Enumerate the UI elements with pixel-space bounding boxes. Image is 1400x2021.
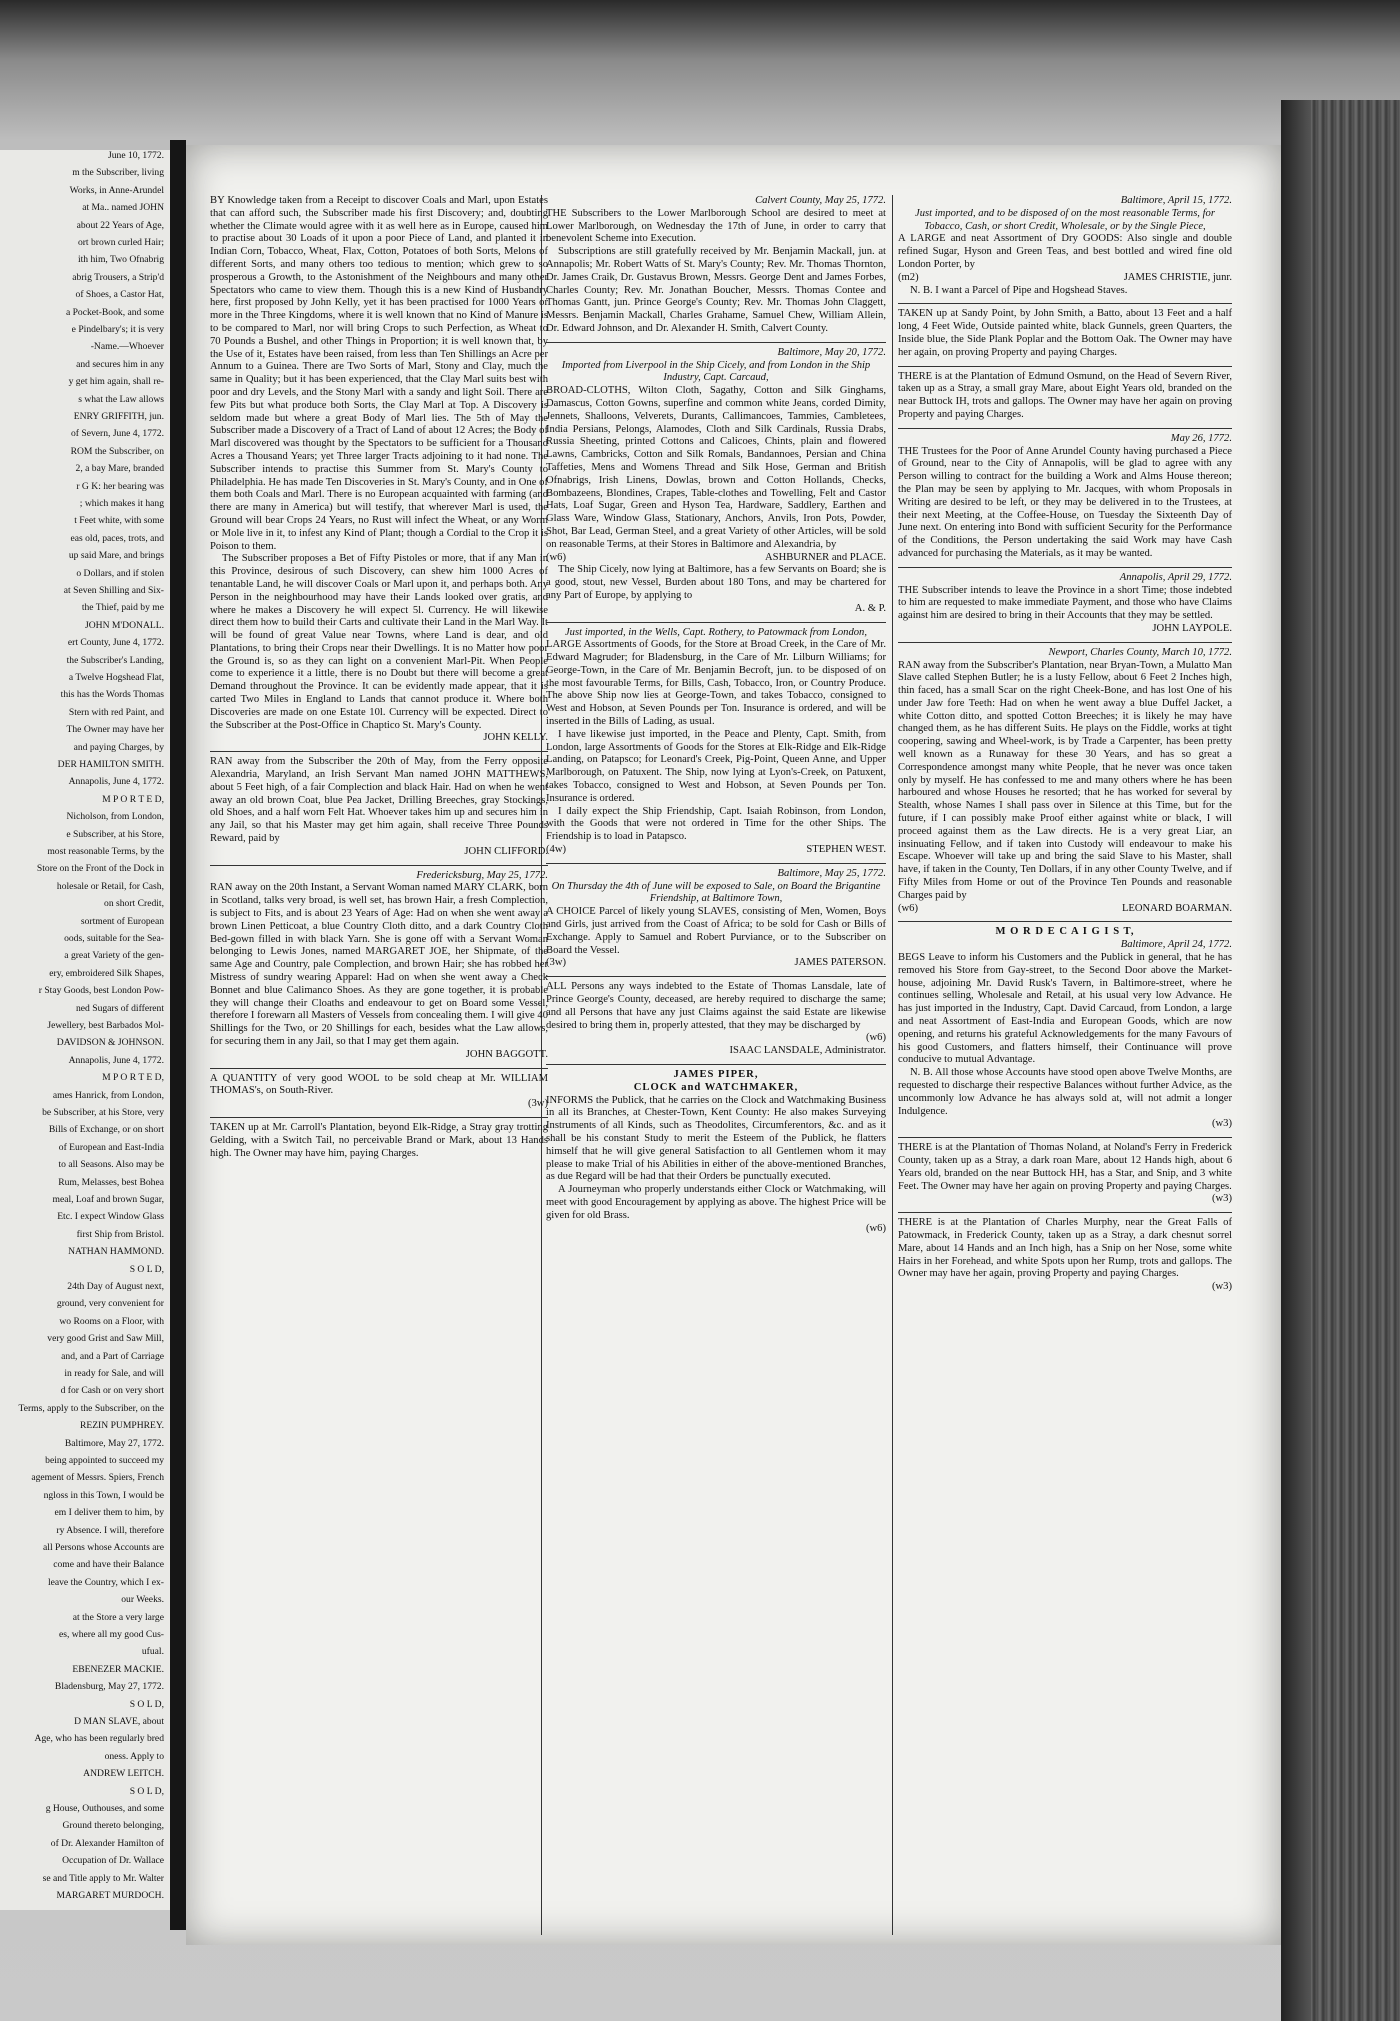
column-1 <box>210 195 548 1935</box>
ad-signature: JAMES CHRISTIE, junr. <box>1123 271 1232 283</box>
left-page-line: S O L D, <box>129 1698 164 1710</box>
left-page-line: r G K: her bearing was <box>76 480 164 492</box>
left-page-line: JOHN M'DONALL. <box>84 619 164 631</box>
left-page-line: Terms, apply to the Subscriber, on the <box>18 1402 164 1414</box>
left-page-line: of Dr. Alexander Hamilton of <box>50 1837 164 1849</box>
ad-stray-batto <box>898 308 1232 359</box>
ad-subheading: CLOCK and WATCHMAKER, <box>633 1081 799 1093</box>
ad-text: TAKEN up at Mr. Carroll's Plantation, beyond Elk-Ridge, a Stray gray trotting Gelding, with a Switch Tail, no perceivable Brand or Mark, about 13 Hands high. The Owner may have him, paying Charges. <box>210 1121 548 1159</box>
left-page-line: o Dollars, and if stolen <box>76 567 164 579</box>
ad-text: A CHOICE Parcel of likely young SLAVES, consisting of Men, Women, Boys and Girls, just arrived from the Coast of Africa; to be sold for Cash or Bills of Exchange. Apply to Samuel and Robert Purviance, or to the Subscriber on Board the Vessel. <box>546 906 886 956</box>
ad-text: THERE is at the Plantation of Thomas Noland, at Noland's Ferry in Frederick County, taken up as a Stray, a dark roan Mare, about 12 Hands high, about 6 Years old, branded on the near Buttock HH, has a Star, and Snip, and 3 white Feet. The Owner may have her again on proving Property and paying Charges. <box>898 1142 1232 1192</box>
ad-code: (w3) <box>1211 1193 1232 1205</box>
ad-separator <box>210 1068 548 1069</box>
ad-dateline: Fredericksburg, May 25, 1772. <box>416 869 548 881</box>
left-page-line: on short Credit, <box>104 898 164 910</box>
ad-text: THE Subscriber intends to leave the Province in a short Time; those indebted to him are requested to make immediate Payment, and those who have Claims against him are desired to bring in their Accounts that they may be settled. <box>898 584 1232 622</box>
left-page-line: to all Seasons. Also may be <box>58 1159 164 1171</box>
ad-signature: ASHBURNER and PLACE. <box>765 551 886 563</box>
left-page-line: ery, embroidered Silk Shapes, <box>49 967 164 979</box>
left-page-line: leave the Country, which I ex- <box>47 1576 164 1588</box>
left-page-line: ort brown curled Hair; <box>77 237 164 248</box>
ad-text: RAN away from the Subscriber's Plantation, near Bryan-Town, a Mulatto Man Slave called Stephen Butler; he is a lusty Fellow, about 6 Feet 2 Inches high, thin faced, has a small Scar on the right Cheek-Bone, and has lost One of his under Jaw fore Teeth: Had on when he went away a blue Duffel Jacket, a white Cotton ditto, and spotted Cotton Breeches; it is likely he may have changed them, as he has different Suits. He plays on the Fiddle, works at tight coopering, sawing and Wheel-work, is by Trade a Carpenter, has been pretty well known as a Runaway for these 30 Years, and has so great a Correspondence amongst many white People, that he never was once taken only by myself. He has confessed to me and many others where he has been harboured and whose Houses he resorted; that he has worked for several by Stealth, whose Names I shall pass over in Silence at this Time, but for the future, if I can possibly make Proof either against white or black, I will proceed against them as the Law directs. He is a very great Liar, an insinuating Fellow, and if taken into Custody will endeavour to make his Escape. Whoever will take up and bring the said Slave to his Master, shall have, if taken in the County, Ten Dollars, if in any other County Twelve, and if Fifty Miles from Home or out of the Province Ten Pounds and reasonable Charges paid by <box>898 659 1232 901</box>
column-2 <box>546 195 886 1935</box>
left-page-line: a Twelve Hogshead Flat, <box>68 672 164 683</box>
left-page-line: at Ma.. named JOHN <box>82 202 164 214</box>
ad-dateline: Annapolis, April 29, 1772. <box>1119 571 1232 583</box>
ad-signature: STEPHEN WEST. <box>806 844 886 856</box>
left-page-line: oness. Apply to <box>104 1750 164 1762</box>
ad-code: (w6) <box>546 551 567 563</box>
column-3 <box>898 195 1232 1935</box>
ad-separator <box>898 1137 1232 1138</box>
ad-text: TAKEN up at Sandy Point, by John Smith, a Batto, about 13 Feet and a half long, 4 Feet Wide, Outside painted white, black Gunnels, green Quarters, the Inside blue, the Side Plank Poplar and the Bottom Oak. The Owner may have her again, on proving Property and paying Charges. <box>898 308 1232 358</box>
left-page-line: most reasonable Terms, by the <box>47 846 164 857</box>
left-page-line: r Stay Goods, best London Pow- <box>38 985 164 997</box>
ad-heading: Just imported, and to be disposed of on the most reasonable Terms, for Tobacco, Cash, or short Credit, Wholesale, or by the Single Piece, <box>915 207 1215 232</box>
ad-dateline: Baltimore, April 24, 1772. <box>1120 939 1232 951</box>
left-page-line: at the Store a very large <box>72 1611 164 1623</box>
left-page-line: DAVIDSON & JOHNSON. <box>56 1037 164 1049</box>
ad-stray-noland <box>898 1142 1232 1206</box>
left-page-line: Bills of Exchange, or on short <box>48 1124 164 1136</box>
ad-text: N. B. All those whose Accounts have stood open above Twelve Months, are requested to discharge their respective Balances without further Advice, as the uncommonly low Advance he has always sold at, will not admit a longer Indulgence. <box>898 1067 1232 1117</box>
ad-heading: JAMES PIPER, <box>673 1069 759 1080</box>
ad-separator <box>210 1117 548 1118</box>
ad-christie <box>898 195 1232 297</box>
ad-signature: JOHN BAGGOTT. <box>465 1048 548 1060</box>
ad-stray-murphy <box>898 1217 1232 1294</box>
column-rule <box>892 195 893 1935</box>
left-page-line: meal, Loaf and brown Sugar, <box>52 1194 164 1205</box>
left-page-line: ROM the Subscriber, on <box>70 445 164 457</box>
left-page-line: M P O R T E D, <box>102 793 164 805</box>
left-page-line: very good Grist and Saw Mill, <box>47 1333 164 1345</box>
left-page-line: about 22 Years of Age, <box>76 219 164 231</box>
ad-code: (w3) <box>1211 1281 1232 1293</box>
ad-separator <box>898 428 1232 429</box>
left-page-line: and paying Charges, by <box>73 741 164 753</box>
left-page-line: the Thief, paid by me <box>81 602 164 614</box>
ad-runaway-butler <box>898 647 1232 916</box>
book-gutter <box>170 140 186 1930</box>
ad-signature: A. & P. <box>854 602 886 614</box>
left-page-line: holesale or Retail, for Cash, <box>56 880 164 892</box>
ad-heading: M O R D E C A I G I S T, <box>995 926 1135 938</box>
ad-text: BEGS Leave to inform his Customers and the Publick in general, that he has removed his Store from Gay-street, to the Second Door above the Market-house, adjoining Mr. David Rusk's Tavern, in Baltimore-street, where he continues selling, Wholesale and Retail, at his usual very low Advance. He has just imported in the Industry, Capt. David Carcaud, from London, a large and neat Assortment of East-India and European Goods, which are now opening, and returns his grateful Acknowledgements for the many Favours of his good Customers, and flatters himself, their Continuance will prove conducive to mutual Advantage. <box>898 952 1232 1066</box>
ad-separator <box>898 642 1232 643</box>
ad-text: A QUANTITY of very good WOOL to be sold cheap at Mr. WILLIAM THOMAS's, on South-River. <box>210 1072 548 1097</box>
ad-dateline: Newport, Charles County, March 10, 1772. <box>1048 646 1232 658</box>
ad-text: RAN away on the 20th Instant, a Servant Woman named MARY CLARK, born in Scotland, talks very broad, is well set, has brown Hair, a fresh Complection, is subject to Fits, and is about 23 Years of Age: Had on when she went away a brown Linen Petticoat, a blue Country Cloth ditto, and a dark Country Cloth Bed-gown filled in with black Yarn. She is gone off with a Servant Woman belonging to Lewis Jones, named MARGARET JOE, her Shipmate, of the same Age and Country, pale Complection, and brown Hair; she has robbed her Mistress of sundry wearing Apparel: Had on when she went away a Check Bonnet and blue Calimanco Shoes. As they are gone together, it is probable they will change their Cloaths and endeavour to get on Board some Vessel, therefore I forewarn all Masters of Vessels from concealing them. I will give 40 Shillings for the Two, or 20 Shillings for each, besides what the Law allows, for securing them in any Jail, so that I may get them again. <box>210 882 548 1047</box>
ad-separator <box>898 366 1232 367</box>
ad-stephen-west <box>546 627 886 857</box>
left-page-line: of Severn, June 4, 1772. <box>71 428 164 440</box>
left-page-line: a Pocket-Book, and some <box>65 306 164 318</box>
ad-separator <box>898 921 1232 922</box>
ad-text: ALL Persons any ways indebted to the Estate of Thomas Lansdale, late of Prince George's County, deceased, are hereby required to discharge the same; and all Persons that have any just Claims against the said Estate are likewise desired to bring them in, properly attested, that they may be discharged by <box>546 981 886 1031</box>
left-page-line: eas old, paces, trots, and <box>70 532 164 544</box>
left-page-line: Age, who has been regularly bred <box>34 1733 164 1745</box>
ad-signature: JAMES PATERSON. <box>794 957 886 969</box>
left-page-line: the Subscriber's Landing, <box>66 654 164 666</box>
ad-paragraph: The Subscriber proposes a Bet of Fifty Pistoles or more, that if any Man in this Province, desirous of such Discovery, can shew him 1000 Acres of tenantable Land, he will discover Coals or Marl upon it, and perhaps both. Any Person in the neighbourhood may have their Lands looked over gratis, and where he makes a Discovery he will expect 5l. Currency. He will likewise direct them how to build their Carts and cultivate their Land in the Marl Way. It will be found of great Value near Towns, where Land is dear, and old Plantations, to bring their Crops near their Dwellings. It is no Matter how poor the Ground is, so as they can light on a convenient Marl-Pit. When People come to experience it a little, there is no Doubt but there will become a great Demand throughout the Province. It can be evidently made appear, that it is carted Two Miles in England to Lands that cannot produce it. Where both Discoveries are made on one Estate 10l. Currency will be expected. Direct to the Subscriber at the Post-Office in Chaptico St. Mary's County. <box>210 553 548 731</box>
left-page-line: d for Cash or on very short <box>60 1385 164 1397</box>
ad-poor-trustees <box>898 433 1232 561</box>
ad-separator <box>546 976 886 977</box>
ad-separator <box>546 342 886 343</box>
ad-text: THERE is at the Plantation of Charles Murphy, near the Great Falls of Patowmack, in Frederick County, taken up as a Stray, a dark chesnut sorrel Mare, about 14 Hands and an Inch high, has a Snip on her Nose, some white Hairs in her Forehead, and white Spots upon her Rump, trots and gallops. The Owner may have her again, proving Property and paying Charges. <box>898 1217 1232 1280</box>
left-page-fragment <box>0 150 170 1910</box>
ad-text: I have likewise just imported, in the Peace and Plenty, Capt. Smith, from London, large Assortments of Goods for the Stores at Elk-Ridge and Elk-Ridge Landing, on Patapsco; for Leonard's Creek, Pig-Point, Queen Anne, and Upper Marlborough, on Patuxent. The Ship, now lying at Lyon's-Creek, on Patuxent, takes Tobacco, consigned to West and Hobson, at Seven Pounds per Ton. Insurance is ordered. <box>546 728 886 804</box>
ad-heading: Imported from Liverpool in the Ship Cicely, and from London in the Ship Industry, Capt. Carcaud, <box>561 359 871 384</box>
left-page-line: g House, Outhouses, and some <box>45 1803 164 1814</box>
ad-separator <box>546 1064 886 1065</box>
ad-stray-mare-osmund <box>898 371 1232 422</box>
left-page-line: and secures him in any <box>76 358 164 370</box>
ad-dateline: Calvert County, May 25, 1772. <box>755 195 886 206</box>
left-page-line: NATHAN HAMMOND. <box>68 1246 164 1258</box>
ad-ashburner-place <box>546 347 886 616</box>
left-page-line: Annapolis, June 4, 1772. <box>68 1054 164 1066</box>
left-page-line: ned Sugars of different <box>75 1002 164 1014</box>
left-page-line: e Subscriber, at his Store, <box>66 828 164 840</box>
left-page-line: wo Rooms on a Floor, with <box>59 1315 164 1327</box>
ad-code: (m2) <box>898 271 919 283</box>
ad-code: (3w) <box>546 957 567 969</box>
ad-runaway-matthews <box>210 756 548 858</box>
ad-text: LARGE Assortments of Goods, for the Store at Broad Creek, in the Care of Mr. Edward Magruder; for Bladensburg, in the Care of Mr. Lilburn Williams; for George-Town, in the Care of Mr. Benjamin Becroft, jun. to be disposed of on the most favourable Terms, for Bills, Cash, Tobacco, Iron, or Country Produce. The above Ship now lies at George-Town, and takes Tobacco, consigned to West and Hobson, at Seven Pounds per Ton. Insurance is ordered, and will be inserted in the Bills of Lading, as usual. <box>546 639 886 728</box>
left-page-line: Bladensburg, May 27, 1772. <box>54 1681 164 1693</box>
left-page-line: of European and East-India <box>58 1141 164 1153</box>
left-page-line: REZIN PUMPHREY. <box>79 1420 164 1432</box>
ad-text: Subscriptions are still gratefully received by Mr. Benjamin Mackall, jun. at Annapolis; Mr. Robert Watts of St. Mary's County; Rev. Mr. Thomas Thornton, Dr. James Craik, Dr. Gustavus Brown, Messrs. George Dent and James Forbes, Charles County; Rev. Mr. Jonathan Boucher, Messrs. Thomas Contee and Thomas Gantt, jun. Prince George's County; Rev. Mr. Thomas John Claggett, Messrs. Benjamin Mackall, Charles Grahame, Samuel Chew, William Allein, Dr. Edward Johnson, and Dr. Alexander H. Smith, Calvert County. <box>546 246 886 334</box>
ad-code: (w6) <box>898 902 919 914</box>
ad-text: THERE is at the Plantation of Edmund Osmund, on the Head of Severn River, taken up as a Stray, a small gray Mare, about Eight Years old, branded on the near Buttock IH, trots and gallops. The Owner may have her again on proving Property and paying Charges. <box>898 370 1232 420</box>
ad-text: THE Trustees for the Poor of Anne Arundel County having purchased a Piece of Ground, near to the City of Annapolis, will be glad to agree with any Person willing to contract for the building a Work and Alms House thereon; the Plan may be seen by applying to Mr. Jacques, with whom Proposals in Writing are desired to be left, or they may be delivered in to the Trustees, at their next Meeting, at the Coffee-House, on Tuesday the Sixteenth Day of June next. On entering into Bond with sufficient Security for the Performance of the Conditions, the Person undertaking the said Work may have Cash advanced for purchasing the Materials, as it may be wanted. <box>898 445 1232 559</box>
left-page-line: in ready for Sale, and will <box>64 1368 164 1379</box>
ad-mordecai-gist <box>898 926 1232 1131</box>
left-page-line: 2, a bay Mare, branded <box>75 463 164 475</box>
ad-signature: ISAAC LANSDALE, Administrator. <box>729 1045 886 1057</box>
left-page-line: first Ship from Bristol. <box>76 1228 164 1240</box>
left-page-line: agement of Messrs. Spiers, French <box>31 1472 164 1484</box>
left-page-line: Works, in Anne-Arundel <box>69 184 164 196</box>
ad-separator <box>210 865 548 866</box>
left-page-line: Etc. I expect Window Glass <box>57 1211 164 1223</box>
page-stack-shadow <box>1281 100 1311 2021</box>
ad-separator <box>898 1212 1232 1213</box>
left-page-line: MARGARET MURDOCH. <box>56 1890 164 1901</box>
left-page-line: Occupation of Dr. Wallace <box>62 1855 164 1867</box>
ad-text: I daily expect the Ship Friendship, Capt. Isaiah Robinson, from London, with the Goods that were not ordered in Time for the other Ships. The Friendship is to load in Patapsco. <box>546 805 886 843</box>
left-page-line: -Name.—Whoever <box>90 341 164 353</box>
left-page-line: S O L D, <box>129 1785 164 1797</box>
ad-code: (w6) <box>865 1222 886 1234</box>
left-page-line: ry Absence. I will, therefore <box>56 1524 164 1536</box>
left-page-line: EBENEZER MACKIE. <box>72 1663 164 1675</box>
ad-wool <box>210 1073 548 1111</box>
left-page-line: oods, suitable for the Sea- <box>64 933 164 944</box>
left-page-line: and, and a Part of Carriage <box>61 1350 164 1362</box>
ad-text: INFORMS the Publick, that he carries on the Clock and Watchmaking Business in all its Branches, at Chester-Town, Kent County: He also makes Surveying Instruments of all Kinds, such as Theodolites, Circumferentors, &c. and as it shall be his constant Study to merit the Esteem of the Publick, he flatters himself that he will give general Satisfaction to all Gentlemen whom it may please to make Trial of his Abilities in either of the above-mentioned Branches, as due Regard will be had that their Orders be punctually executed. <box>546 1094 886 1183</box>
left-page-line: June 10, 1772. <box>108 150 164 161</box>
ad-marl-discovery <box>210 195 548 745</box>
left-page-line: sortment of European <box>80 915 164 927</box>
left-page-line: y get him again, shall re- <box>68 376 164 388</box>
ad-runaway-clark <box>210 870 548 1062</box>
ad-text: The Ship Cicely, now lying at Baltimore, has a few Servants on Board; she is a good, stout, new Vessel, Burden about 180 Tons, and may be chartered for any Part of Europe, by applying to <box>546 564 886 601</box>
ad-stray-gelding <box>210 1122 548 1160</box>
ad-heading: On Thursday the 4th of June will be exposed to Sale, on Board the Brigantine Friendship, at Baltimore Town, <box>551 880 881 905</box>
left-page-line: ufual. <box>141 1646 164 1658</box>
left-page-line: DER HAMILTON SMITH. <box>57 759 164 770</box>
left-page-line: be Subscriber, at his Store, very <box>42 1107 164 1118</box>
left-page-line: Annapolis, June 4, 1772. <box>68 776 164 788</box>
left-page-line: Store on the Front of the Dock in <box>36 863 164 875</box>
ad-text: THE Subscribers to the Lower Marlborough School are desired to meet at Lower Marlborough, on Wednesday the 17th of June, in order to carry that benevolent Scheme into Execution. <box>546 207 886 245</box>
ad-text: A LARGE and neat Assortment of Dry GOODS: Also single and double refined Sugar, Hyson and Green Teas, and best bottled and wired fine old London Porter, by <box>898 233 1232 270</box>
ad-separator <box>210 751 548 752</box>
left-page-line: all Persons whose Accounts are <box>43 1542 164 1553</box>
ad-laypole <box>898 572 1232 636</box>
ad-heading: Just imported, in the Wells, Capt. Rothery, to Patowmack from London, <box>564 626 867 638</box>
left-page-line: at Seven Shilling and Six- <box>63 585 164 596</box>
ad-james-piper <box>546 1069 886 1235</box>
left-page-line: Rum, Melasses, best Bohea <box>58 1176 164 1188</box>
left-page-line: M P O R T E D, <box>102 1072 164 1084</box>
left-page-line: D MAN SLAVE, about <box>74 1716 164 1727</box>
ad-signature: JOHN LAYPOLE. <box>1152 622 1232 634</box>
ad-text: RAN away from the Subscriber the 20th of May, from the Ferry opposite Alexandria, Maryland, an Irish Servant Man named JOHN MATTHEWS, about 5 Feet high, of a fair Complection and black Hair. Had on when he went away an old brown Coat, blue Pea Jacket, Drilling Breeches, gray Stockings, old Shoes, and a half worn Felt Hat. Whoever takes him up and secures him in any Jail, so that his Master may get him again, shall receive Three Pounds Reward, paid by <box>210 756 548 845</box>
left-page-line: Jewellery, best Barbados Mol- <box>47 1020 164 1031</box>
left-page-line: es, where all my good Cus- <box>59 1629 164 1640</box>
ad-signature: JOHN CLIFFORD. <box>464 845 548 857</box>
ad-code: (w3) <box>1211 1118 1232 1130</box>
ad-paragraph: BY Knowledge taken from a Receipt to discover Coals and Marl, upon Estates that can afford such, the Subscriber made his first Discovery; and, doubting whether the Climate would agree with it as well here as in Europe, caused him to practise about 30 Loads of it upon a poor Piece of Land, and planted it in Indian Corn, Tobacco, Wheat, Flax, Cotton, Potatoes of both Sorts, Melons of different Sorts, and many others too tedious to mention; which grew to so prosperous a Growth, to the Astonishment of the Neighbours and many other Spectators who came to view them. Though this is a new Kind of Husbandry here, first proposed by John Kelly, yet it has been practised for 1000 Years or more in the Three Kingdoms, where it is well known that no Kind of Manure is to be compared to Marl, nor will bring Crops to such Perfection, as Wheat to 70 Pounds a Bushel, and other Things in Proportion; it is well known that, by the Use of it, Estates have been raised, from less than Ten Shillings an Acre per Annum to a Guinea. There are Two Sorts of Marl, Stony and Clay, much the same in Quality; but it has been experienced, that the Clay Marl suits best with poor and dry Levels, and the Stony Marl with a sandy and light Soil. There are few Pits but what produce both Sorts, the Clay Marl at Top. A Discovery is seldom made but where a great Body of Marl lies. The 5th of May the Subscriber made a Discovery of a Tract of Land of about 12 Acres; the Body of Marl discovered was thought by the Spectators to be sufficient for a Thousand Acres a Thousand Years; yet Three larger Tracts adjoining to it had none. The Subscriber intends to practise this Summer from St. Mary's County to Philadelphia. He has made Ten Discoveries in St. Mary's County, and in One of them both Coals and Marl. There is no European acquainted with farming (and there are many in America) but will testify, that wherever Marl is used, the Ground will bear Crops 24 Years, no Rust will infect the Wheat, or any Worm or Mole live in it, to infest any Kind of Plant; though a Cordial to the Crop it is Poison to them. <box>210 195 548 552</box>
left-page-line: Ground thereto belonging, <box>62 1820 164 1832</box>
left-page-line: e Pindelbary's; it is very <box>71 324 164 335</box>
left-page-line: of Shoes, a Castor Hat, <box>75 289 164 301</box>
ad-signature: LEONARD BOARMAN. <box>1121 902 1232 914</box>
left-page-line: this has the Words Thomas <box>60 689 164 701</box>
ad-code: (3w) <box>527 1098 548 1110</box>
ad-separator <box>546 863 886 864</box>
ad-dateline: Baltimore, May 20, 1772. <box>777 346 886 358</box>
left-page-line: abrig Trousers, a Strip'd <box>72 271 164 283</box>
left-page-line: Stern with red Paint, and <box>68 706 164 718</box>
ad-dateline: May 26, 1772. <box>1170 432 1232 444</box>
left-page-line: t Feet white, with some <box>74 515 164 527</box>
left-page-line: 24th Day of August next, <box>67 1281 164 1292</box>
left-page-line: se and Title apply to Mr. Walter <box>42 1872 164 1884</box>
left-page-line: s what the Law allows <box>78 393 164 405</box>
left-page-line: ames Hanrick, from London, <box>52 1089 164 1101</box>
ad-dateline: Baltimore, May 25, 1772. <box>777 867 886 879</box>
left-page-line: Nicholson, from London, <box>66 811 164 823</box>
left-page-line: Baltimore, May 27, 1772. <box>64 1437 164 1449</box>
left-page-line: ground, very convenient for <box>56 1298 164 1310</box>
left-page-line: em I deliver them to him, by <box>54 1507 164 1519</box>
left-page-line: ith him, Two Ofnabrig <box>77 254 164 266</box>
left-page-line: our Weeks. <box>121 1594 164 1606</box>
left-page-line: ANDREW LEITCH. <box>83 1768 164 1780</box>
ad-separator <box>898 303 1232 304</box>
ad-text: N. B. I want a Parcel of Pipe and Hogshead Staves. <box>910 284 1128 296</box>
left-page-line: ENRY GRIFFITH, jun. <box>73 411 164 422</box>
ad-school <box>546 195 886 336</box>
left-page-line: m the Subscriber, living <box>72 167 164 179</box>
ad-signature: JOHN KELLY. <box>483 732 548 744</box>
ad-code: (w6) <box>865 1032 886 1044</box>
ad-text: A Journeyman who properly understands either Clock or Watchmaking, will meet with good Encouragement by applying as above. The highest Price will be given for old Brass. <box>546 1184 886 1221</box>
left-page-line: The Owner may have her <box>66 724 164 736</box>
left-page-line: come and have their Balance <box>53 1559 164 1571</box>
left-page-line: ert County, June 4, 1772. <box>67 637 164 649</box>
left-page-line: a great Variety of the gen- <box>64 950 164 962</box>
left-page-line: up said Mare, and brings <box>68 550 164 562</box>
ad-code: (4w) <box>546 844 567 856</box>
ad-lansdale-estate <box>546 981 886 1058</box>
left-page-line: ; which makes it hang <box>79 498 164 509</box>
left-page-line: being appointed to succeed my <box>45 1455 164 1466</box>
newspaper-page <box>186 145 1281 1945</box>
ad-text: BROAD-CLOTHS, Wilton Cloth, Sagathy, Cotton and Silk Ginghams, Damascus, Cotton Gowns, superfine and common white Jeans, corded Dimity, Jennets, Shalloons, Velverets, Durants, Callimancoes, Tammies, Cambletees, India Persians, Pelongs, Alamodes, Cloth and Silk Cardinals, Russia Drabs, Russia Sheeting, printed Cottons and Calicoes, Chints, plain and flowered Lawns, Cambricks, Cotton and Silk Romals, Bandannoes, Persian and China Taffeties, Mens and Womens Thread and Silk Hose, German and British Ofnabrigs, Irish Linens, Dowlas, brown and Cotton Hollands, Checks, Bombazeens, Blondines, Crapes, Table-clothes and Towelling, Felt and Castor Hats, Loaf Sugar, Green and Hyson Tea, Hardware, Saddlery, Earthen and Glass Ware, Window Glass, Stationary, Anchors, Anvils, Iron Pots, Powder, Shot, Bar Lead, German Steel, and a great Variety of other Articles, will be sold on reasonable Terms, at their Stores in Baltimore and Alexandria, by <box>546 385 886 550</box>
ad-dateline: Baltimore, April 15, 1772. <box>1120 195 1232 206</box>
ad-separator <box>546 622 886 623</box>
ad-separator <box>898 567 1232 568</box>
left-page-line: ngloss in this Town, I would be <box>43 1489 164 1501</box>
left-page-line: S O L D, <box>129 1263 164 1275</box>
ad-slaves-sale <box>546 868 886 970</box>
